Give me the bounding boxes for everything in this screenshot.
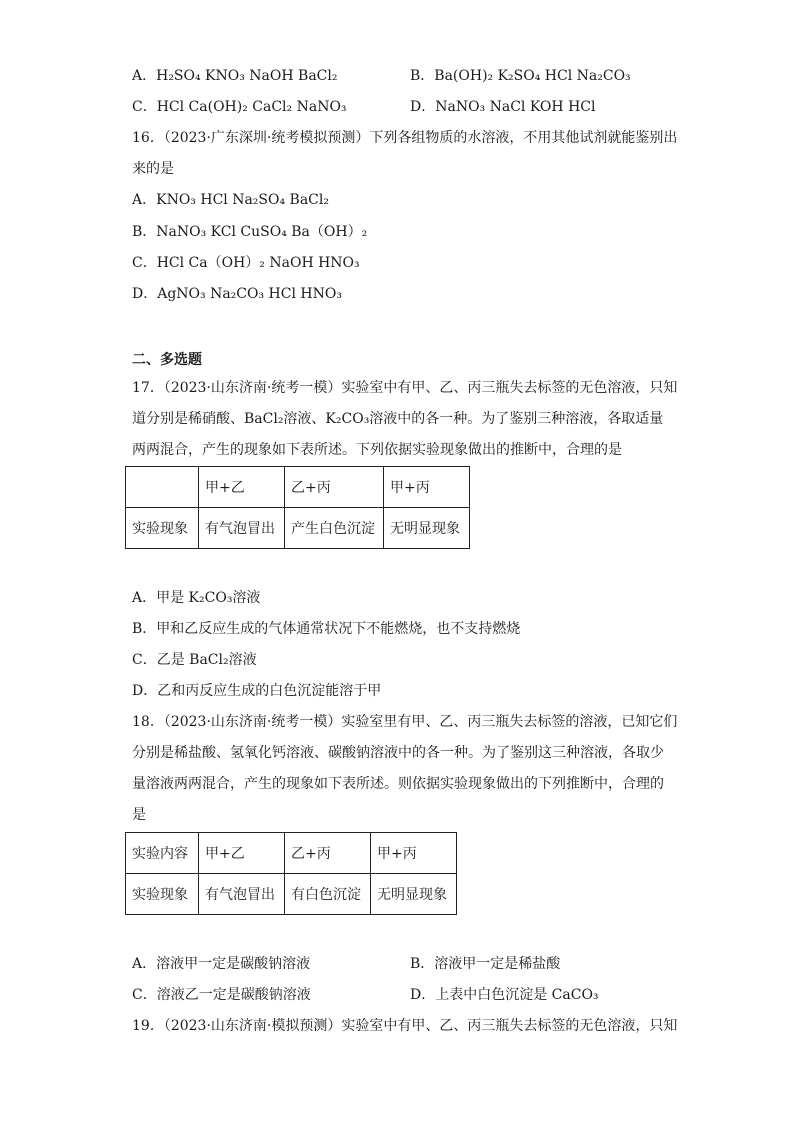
q17-option-c: C．乙是 BaCl₂溶液 [132,652,257,668]
table-cell: 实验现象 [126,874,199,915]
table-header-row [126,833,457,874]
table-cell: 无明显现象 [384,508,470,549]
table-cell: 乙+丙 [285,833,371,874]
table-cell: 乙+丙 [285,467,384,508]
table-cell: 甲+乙 [199,833,285,874]
q16-option-a: A．KNO₃ HCl Na₂SO₄ BaCl₂ [132,192,329,208]
q18-stem-line1: 18．（2023·山东济南·统考一模）实验室里有甲、乙、丙三瓶失去标签的溶液，已知它们 [132,714,678,730]
table-cell: 实验现象 [126,508,199,549]
table-cell: 有气泡冒出 [199,874,285,915]
q18-option-b: B．溶液甲一定是稀盐酸 [410,956,561,972]
q19-stem-line1: 19．（2023·山东济南·模拟预测）实验室中有甲、乙、丙三瓶失去标签的无色溶液，只知 [132,1018,678,1034]
q17-option-d: D．乙和丙反应生成的白色沉淀能溶于甲 [132,683,382,699]
q17-stem-line2: 道分别是稀硝酸、BaCl₂溶液、K₂CO₃溶液中的各一种。为了鉴别三种溶液，各取适量 [132,411,664,427]
table-cell: 有白色沉淀 [285,874,371,915]
table-row [126,508,470,549]
q18-option-d: D．上表中白色沉淀是 CaCO₃ [410,987,599,1003]
table-header-row [126,467,470,508]
q18-stem-line4: 是 [132,807,146,823]
q16-option-d: D．AgNO₃ Na₂CO₃ HCl HNO₃ [132,286,342,302]
table-cell: 实验内容 [126,833,199,874]
q16-option-c: C．HCl Ca（OH）₂ NaOH HNO₃ [132,255,360,271]
section-title-multiple-choice: 二、多选题 [132,352,202,368]
q18-experiment-table [125,832,457,915]
q18-stem-line2: 分别是稀盐酸、氢氧化钙溶液、碳酸钠溶液中的各一种。为了鉴别这三种溶液，各取少 [132,745,664,761]
q15-option-c: C．HCl Ca(OH)₂ CaCl₂ NaNO₃ [132,99,347,115]
q15-option-b: B．Ba(OH)₂ K₂SO₄ HCl Na₂CO₃ [410,68,631,84]
q18-option-c: C．溶液乙一定是碳酸钠溶液 [132,987,311,1003]
q17-option-a: A．甲是 K₂CO₃溶液 [132,590,261,606]
q17-experiment-table [125,466,470,549]
q15-option-d: D．NaNO₃ NaCl KOH HCl [410,99,596,115]
q16-option-b: B．NaNO₃ KCl CuSO₄ Ba（OH）₂ [132,224,368,240]
table-cell: 有气泡冒出 [199,508,285,549]
q15-option-a: A．H₂SO₄ KNO₃ NaOH BaCl₂ [132,68,338,84]
table-cell: 无明显现象 [371,874,457,915]
q17-option-b: B．甲和乙反应生成的气体通常状况下不能燃烧，也不支持燃烧 [132,621,521,637]
q16-stem-line1: 16．（2023·广东深圳·统考模拟预测）下列各组物质的水溶液，不用其他试剂就能鉴别出 [132,130,678,146]
table-cell: 产生白色沉淀 [285,508,384,549]
table-cell: 甲+丙 [384,467,470,508]
q16-stem-line2: 来的是 [132,161,174,177]
q18-option-a: A．溶液甲一定是碳酸钠溶液 [132,956,311,972]
table-cell [126,467,199,508]
table-cell: 甲+丙 [371,833,457,874]
q17-stem-line3: 两两混合，产生的现象如下表所述。下列依据实验现象做出的推断中，合理的是 [132,442,622,458]
q17-stem-line1: 17．（2023·山东济南·统考一模）实验室中有甲、乙、丙三瓶失去标签的无色溶液，只知 [132,380,678,396]
q18-stem-line3: 量溶液两两混合，产生的现象如下表所述。则依据实验现象做出的下列推断中，合理的 [132,776,664,792]
table-row [126,874,457,915]
table-cell: 甲+乙 [199,467,285,508]
